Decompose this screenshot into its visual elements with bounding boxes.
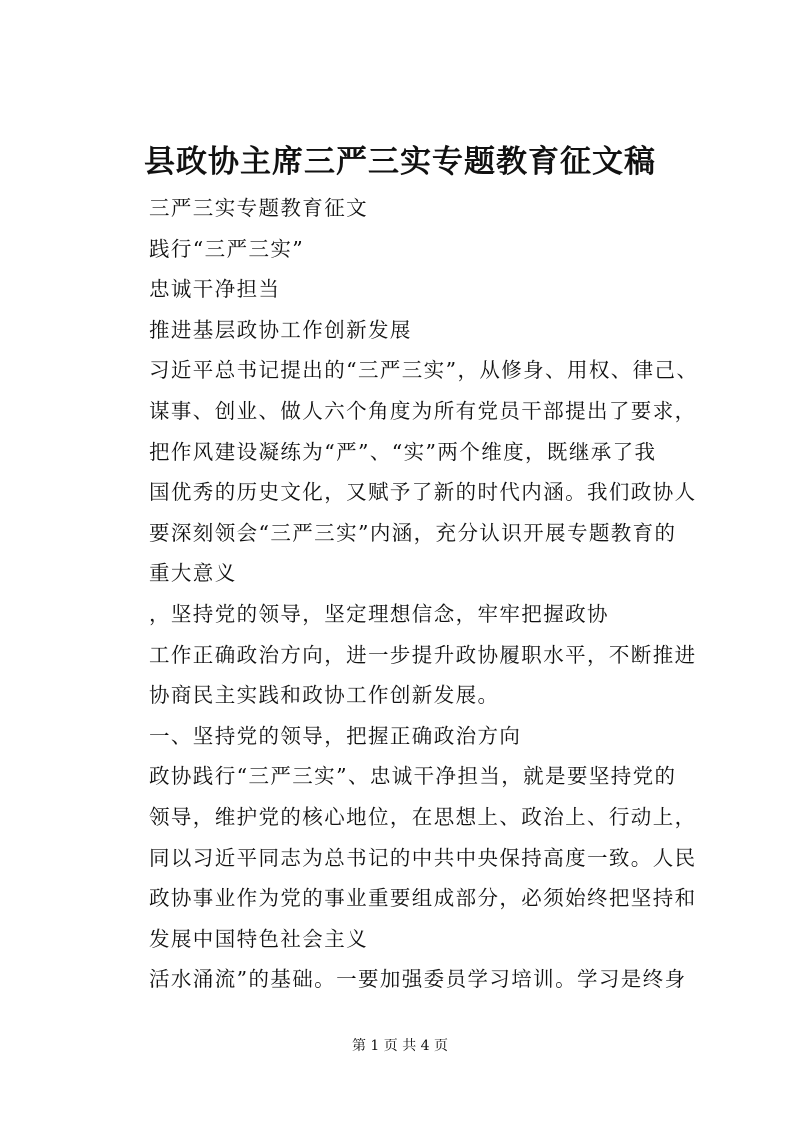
body-line: 政协事业作为党的事业重要组成部分，必须始终把坚持和: [149, 886, 697, 911]
body-line: 同以习近平同志为总书记的中共中央保持高度一致。人民: [149, 845, 697, 870]
section-heading: 一、坚持党的领导，把握正确政治方向: [149, 723, 522, 748]
page-footer: 第 1 页 共 4 页: [351, 1038, 449, 1054]
body-line: 工作正确政治方向，进一步提升政协履职水平，不断推进: [149, 642, 697, 667]
body-line: 要深刻领会“三严三实”内涵，充分认识开展专题教育的: [149, 520, 677, 545]
body-line: 活水涌流”的基础。一要加强委员学习培训。学习是终身: [149, 967, 687, 992]
body-line: 政协践行“三严三实”、忠诚干净担当，就是要坚持党的: [149, 764, 677, 789]
body-line: 三严三实专题教育征文: [149, 196, 368, 220]
body-line: 重大意义: [149, 561, 237, 586]
body-line: 国优秀的历史文化，又赋予了新的时代内涵。我们政协人: [149, 480, 697, 505]
body-line: 领导，维护党的核心地位，在思想上、政治上、行动上，: [149, 804, 697, 829]
body-line: 践行“三严三实”: [149, 236, 305, 261]
body-line: ，坚持党的领导，坚定理想信念，牢牢把握政协: [149, 601, 609, 626]
body-line: 谋事、创业、做人六个角度为所有党员干部提出了要求，: [149, 398, 697, 423]
body-line: 推进基层政协工作创新发展: [149, 317, 412, 342]
document-title: 县政协主席三严三实专题教育征文稿: [144, 144, 656, 180]
document-body: [149, 188, 709, 1000]
body-line: 协商民主实践和政协工作创新发展。: [149, 683, 500, 708]
body-line: 忠诚干净担当: [149, 277, 281, 302]
body-line: 习近平总书记提出的“三严三实”，从修身、用权、律己、: [149, 358, 699, 383]
body-line: 把作风建设凝练为“严”、“实”两个维度，既继承了我: [149, 439, 657, 464]
body-line: 发展中国特色社会主义: [149, 926, 368, 951]
